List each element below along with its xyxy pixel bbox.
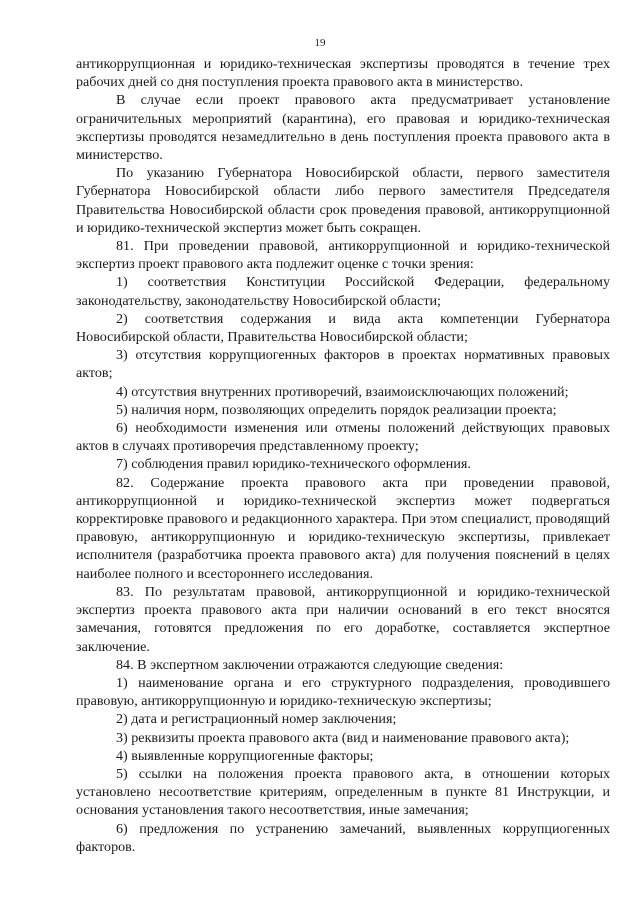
list-item-81-3: 3) отсутствия коррупциогенных факторов в проектах нормативных правовых актов; <box>76 347 610 382</box>
list-item-84-1: 1) наименование органа и его структурного подразделения, проводившего правовую, антикоррупционную и юридико-техническую экспертизы; <box>76 674 610 710</box>
list-item-84-5: 5) ссылки на положения проекта правового акта, в отношении которых установлено несоответствие критериям, определенным в пункте 81 Инструкции, и основания установления такого несоответствия, иные замечания; <box>76 765 610 819</box>
paragraph-83: 83. По результатам правовой, антикоррупционной и юридико-технической экспертиз проекта правового акта при наличии оснований в его текст вносятся замечания, готовятся предложения по его доработке, составляется экспертное заключение. <box>76 583 610 655</box>
list-item-81-7: 7) соблюдения правил юридико-технического оформления. <box>116 456 471 473</box>
page-number: 19 <box>314 37 326 49</box>
list-item-84-4: 4) выявленные коррупциогенные факторы; <box>116 747 374 764</box>
list-item-84-3: 3) реквизиты проекта правового акта (вид и наименование правового акта); <box>116 729 570 746</box>
paragraph-quarantine: В случае если проект правового акта предусматривает установление ограничительных мероприятий (карантина), его правовая и юридико-техническая экспертизы проводятся незамедлительно в день поступления проекта правового акта в министерство. <box>76 92 610 164</box>
paragraph-84: 84. В экспертном заключении отражаются следующие сведения: <box>116 656 504 673</box>
paragraph-continuation: антикоррупционная и юридико-техническая экспертизы проводятся в течение трех рабочих дней со дня поступления проекта правового акта в министерство. <box>76 56 610 91</box>
list-item-81-4: 4) отсутствия внутренних противоречий, взаимоисключающих положений; <box>116 383 569 400</box>
list-item-84-2: 2) дата и регистрационный номер заключения; <box>116 711 397 728</box>
list-item-81-5: 5) наличия норм, позволяющих определить порядок реализации проекта; <box>116 401 557 418</box>
list-item-81-2: 2) соответствия содержания и вида акта компетенции Губернатора Новосибирской области, Правительства Новосибирской области; <box>76 310 610 346</box>
document-body <box>76 55 610 856</box>
list-item-81-1: 1) соответствия Конституции Российской Федерации, федеральному законодательству, законодательству Новосибирской области; <box>76 274 610 309</box>
paragraph-governor-instruction: По указанию Губернатора Новосибирской области, первого заместителя Губернатора Новосибирской области либо первого заместителя Председателя Правительства Новосибирской области срок проведения правовой, антикоррупционной и юридико-технической экспертиз может быть сокращен. <box>76 165 610 236</box>
list-item-81-6: 6) необходимости изменения или отмены положений действующих правовых актов в случаях противоречия представленному проекту; <box>76 420 610 455</box>
paragraph-82: 82. Содержание проекта правового акта при проведении правовой, антикоррупционной и юридико-технической экспертиз может подвергаться корректировке правового и редакционного характера. При этом специалист, проводящий правовую, антикоррупционную и юридико-техническую экспертизы, привлекает исполнителя (разработчика проекта правового акта) для получения пояснений в целях наиболее полного и всестороннего исследования. <box>76 474 610 582</box>
list-item-84-6: 6) предложения по устранению замечаний, выявленных коррупциогенных факторов. <box>76 820 610 855</box>
paragraph-81: 81. При проведении правовой, антикоррупционной и юридико-технической экспертиз проект правового акта подлежит оценке с точки зрения: <box>76 238 610 273</box>
